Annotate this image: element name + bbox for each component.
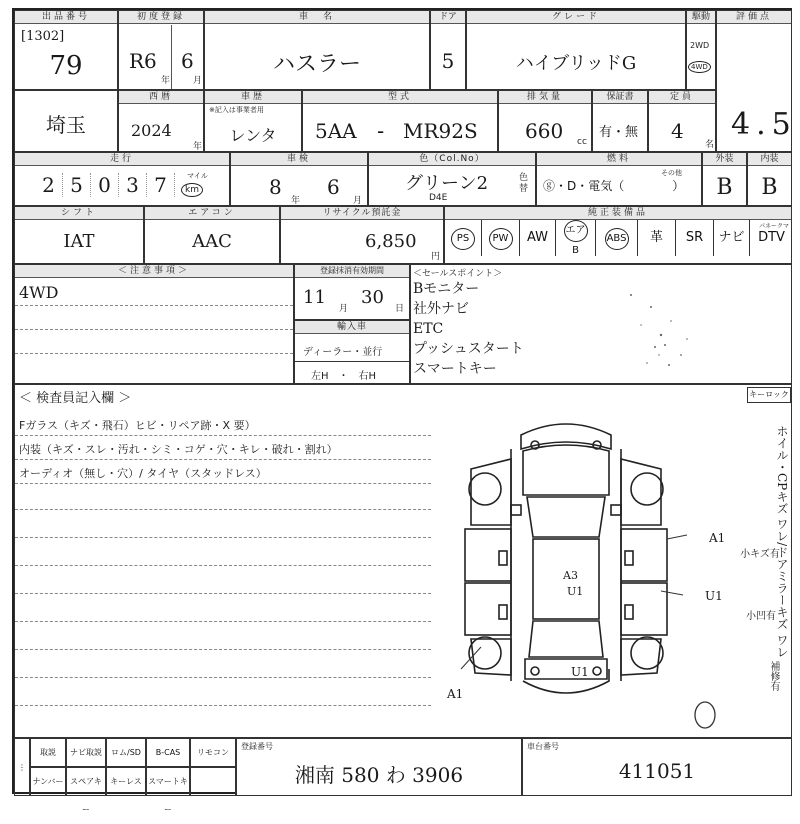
reg-divider <box>171 25 172 89</box>
rom-sd-label: ロム/SD <box>106 738 146 767</box>
equipment-item <box>675 220 713 256</box>
sales-point: プッシュスタート <box>413 341 524 357</box>
reg-year-unit: 年 <box>161 76 171 86</box>
expiry-month: 11 <box>303 287 326 308</box>
mileage-unit-km: km <box>181 183 203 197</box>
remote-label: リモコン <box>190 738 236 767</box>
year-unit: 年 <box>193 142 203 152</box>
drive-label: 駆動 <box>687 11 715 24</box>
capacity-label: 定員 <box>649 91 715 104</box>
model-code: MR92S <box>403 119 478 143</box>
registration-number-cell <box>236 738 522 796</box>
equipment-item <box>519 220 555 256</box>
inspection-year-unit: 年 <box>291 196 301 206</box>
sales-points-cell <box>410 264 792 384</box>
equipment-label: PS <box>451 228 475 250</box>
drive-4wd: 4WD <box>688 61 711 73</box>
expiry-label: 登録抹消有効期間 <box>295 265 409 278</box>
color: グリーン2 <box>405 173 489 194</box>
car-name: ハスラー <box>272 52 361 77</box>
equipment-item <box>555 220 595 256</box>
equipment-label: DTV <box>758 230 785 245</box>
mileage-unit-mile: マイル <box>187 172 208 180</box>
year-cell <box>118 90 204 152</box>
displacement-cell <box>498 90 592 152</box>
region: 埼玉 <box>46 113 86 137</box>
note-line <box>15 329 293 330</box>
equipment-label: ABS <box>605 228 629 250</box>
accessories-grid <box>14 738 236 814</box>
score-cell <box>716 10 797 152</box>
doors-label: ドア <box>431 11 465 24</box>
use-label: 車歴 <box>205 91 301 104</box>
registration-number-label: 登録番号 <box>241 742 273 751</box>
interior-cell <box>747 152 792 206</box>
side-note-2: 小キズ有 <box>740 549 780 560</box>
equipment-label: PW <box>489 228 513 250</box>
side-note-1: ホイル・CPキズ ワレ/ドアミラーキズ ワレ <box>775 425 789 658</box>
doors: 5 <box>441 49 455 73</box>
equipment-item <box>749 220 793 256</box>
equipment-item <box>637 220 675 256</box>
inspection-line-3: オーディオ（無し・穴）/ タイヤ（スタッドレス） <box>19 467 267 480</box>
sales-point: スマートキー <box>413 361 497 377</box>
steering: 左H ・ 右H <box>311 371 377 382</box>
expiry-month-unit: 月 <box>339 304 349 314</box>
side-note-4: 補修有 <box>768 661 779 691</box>
mileage-digit: 0 <box>91 173 119 197</box>
navi-manual-label: ナビ取説 <box>66 738 106 767</box>
equipment-item <box>713 220 749 256</box>
exterior-label: 外装 <box>703 153 746 166</box>
side-note-3: 小凹有 <box>746 611 776 622</box>
equipment-cell <box>444 206 792 264</box>
interior-grade: B <box>761 175 778 200</box>
note-line <box>15 621 431 622</box>
caution: 4WD <box>19 283 59 302</box>
chassis-number: 411051 <box>618 759 696 783</box>
recolor-label: 色替 <box>519 173 529 194</box>
model-label: 型式 <box>303 91 497 104</box>
sales-point: ETC <box>413 321 444 337</box>
reg-month: 6 <box>181 49 194 73</box>
equipment-list <box>445 207 793 265</box>
note-line <box>15 509 431 510</box>
car-name-label: 車 名 <box>205 11 429 24</box>
inspection-label: 車検 <box>231 153 367 166</box>
first-registration-cell <box>118 10 204 90</box>
inspection-line-1: Fガラス（キズ・飛石）ヒビ・リペア跡・X 要） <box>19 419 256 432</box>
sales-point: 社外ナビ <box>413 301 469 317</box>
use-cell <box>204 90 302 152</box>
keylock-box: キーロック <box>747 387 791 403</box>
import-type: ディーラー・並行 <box>303 347 383 358</box>
equipment-item <box>481 220 519 256</box>
ac-label: エアコン <box>145 207 279 220</box>
car-diagram <box>451 409 681 709</box>
expiry-day-unit: 日 <box>395 304 405 314</box>
mark-u1-rear: U1 <box>571 665 589 679</box>
fuel: ⓖ・D・電気（ ） <box>543 179 685 193</box>
mileage-digit: 2 <box>35 173 63 197</box>
equipment-label: 純正装備品 <box>445 207 791 220</box>
displacement-unit: cc <box>577 137 587 147</box>
auction-sheet <box>12 8 797 814</box>
caution-label: ＜注意事項＞ <box>15 265 293 278</box>
doors-cell <box>430 10 466 90</box>
model-cell <box>302 90 498 152</box>
year-label: 西暦 <box>119 91 203 104</box>
recycle-cell <box>280 206 444 264</box>
equipment-label: 革 <box>649 230 663 245</box>
fuel-other-label: その他 <box>661 169 682 177</box>
warranty-cell <box>592 90 648 152</box>
remark-circle <box>691 699 721 733</box>
grade-label: グレード <box>467 11 685 24</box>
sales-points-list <box>413 279 524 379</box>
mileage-digit: 7 <box>147 173 175 197</box>
mileage-label: 走行 <box>15 153 229 166</box>
exterior-cell <box>702 152 747 206</box>
color-code: D4E <box>429 193 448 203</box>
use-sub: ※記入は事業者用 <box>209 106 264 114</box>
shift-label: シフト <box>15 207 143 220</box>
note-line <box>15 435 431 436</box>
smartkey-label: スマートキー <box>146 767 190 796</box>
expiry-cell <box>294 264 410 320</box>
plate-label: ナンバー <box>30 767 66 796</box>
model-dash: - <box>377 119 385 143</box>
color-cell <box>368 152 536 206</box>
chassis-number-label: 車台番号 <box>527 742 559 751</box>
mileage-cell <box>14 152 230 206</box>
mark-a3-roof: A3 <box>563 569 578 582</box>
mileage-digit: 3 <box>119 173 147 197</box>
reg-era: R6 <box>129 49 157 73</box>
shift: IAT <box>63 231 95 252</box>
lot-number-cell <box>14 10 118 90</box>
expiry-day: 30 <box>361 287 384 308</box>
displacement: 660 <box>525 119 564 143</box>
scan-speckle <box>611 275 711 385</box>
car-name-cell <box>204 10 430 90</box>
accessories-marker: ⋮ <box>14 738 30 796</box>
exterior-grade: B <box>716 175 733 200</box>
caution-cell <box>14 264 294 384</box>
inspection-year: 8 <box>269 175 282 199</box>
blank-cell <box>190 767 236 796</box>
equipment-label: エアB <box>564 220 588 242</box>
note-line <box>15 353 293 354</box>
grade: ハイブリッドG <box>515 53 637 74</box>
inspection-line-2: 内装（キズ・スレ・汚れ・シミ・コゲ・穴・キレ・破れ・割れ） <box>19 443 338 456</box>
note-line <box>15 459 431 460</box>
model-prefix: 5AA <box>315 119 357 143</box>
inspection-title: ＜ 検査員記入欄 ＞ <box>19 391 132 406</box>
first-registration-label: 初度登録 <box>119 11 203 24</box>
equipment-label: AW <box>526 230 549 245</box>
equipment-label: SR <box>685 230 704 245</box>
displacement-label: 排気量 <box>499 91 591 104</box>
reg-month-unit: 月 <box>193 76 203 86</box>
shift-cell <box>14 206 144 264</box>
note-line <box>15 593 431 594</box>
bcas-label: B-CAS <box>146 738 190 767</box>
equipment-label: ナビ <box>718 230 745 245</box>
capacity-cell <box>648 90 716 152</box>
fuel-label: 燃料 <box>537 153 701 166</box>
note-line <box>15 483 431 484</box>
region-cell <box>14 90 118 152</box>
warranty: 有・無 <box>599 125 639 140</box>
capacity-unit: 名 <box>705 140 715 150</box>
use: レンタ <box>229 126 277 145</box>
import-cell <box>294 320 410 384</box>
equipment-extra-label: パネークマ <box>758 223 789 230</box>
inspection-month: 6 <box>327 175 340 199</box>
mileage-digit: 5 <box>63 173 91 197</box>
lot-number: 79 <box>49 51 83 81</box>
inspection-month-unit: 月 <box>353 196 363 206</box>
warranty-label: 保証書 <box>593 91 647 104</box>
registration-number: 湘南 580 わ 3906 <box>294 763 464 787</box>
recycle-label: リサイクル預託金 <box>281 207 443 220</box>
equipment-item <box>445 220 481 256</box>
note-line <box>15 677 431 678</box>
import-divider <box>295 361 409 362</box>
lot-code: [1302] <box>21 29 65 44</box>
mark-u1-right: U1 <box>705 589 723 603</box>
chassis-number-cell <box>522 738 792 796</box>
capacity: 4 <box>671 119 684 143</box>
note-line <box>15 305 293 306</box>
color-label: 色（Col.No） <box>369 153 535 166</box>
spare-key-label: スペアキー <box>66 767 106 796</box>
recycle-unit: 円 <box>431 252 441 262</box>
ac-cell <box>144 206 280 264</box>
ac: AAC <box>192 231 232 252</box>
inspection-area <box>14 384 792 738</box>
fuel-cell <box>536 152 702 206</box>
drive-cell <box>686 10 716 90</box>
score-label: 評価点 <box>717 11 791 24</box>
lot-label: 出品番号 <box>15 11 117 24</box>
year: 2024 <box>131 121 172 140</box>
recycle-fee: 6,850 <box>365 231 417 252</box>
note-line <box>15 649 431 650</box>
inspection-cell <box>230 152 368 206</box>
interior-label: 内装 <box>748 153 791 166</box>
score: 4.5 <box>731 107 797 142</box>
grade-cell <box>466 10 686 90</box>
manual-label: 取説 <box>30 738 66 767</box>
mark-a1-left: A1 <box>447 687 464 701</box>
note-line <box>15 705 431 706</box>
keyless-label: キーレス <box>106 767 146 796</box>
import-label: 輸入車 <box>295 321 409 334</box>
mark-a1-right: A1 <box>709 531 726 545</box>
equipment-item <box>595 220 637 256</box>
drive-2wd: 2WD <box>690 41 710 50</box>
sales-point: Bモニター <box>413 281 480 297</box>
mileage-digits <box>35 173 175 197</box>
sales-points-label: ＜セールスポイント＞ <box>413 269 503 279</box>
note-line <box>15 537 431 538</box>
mark-u1-roof: U1 <box>567 585 584 598</box>
note-line <box>15 565 431 566</box>
